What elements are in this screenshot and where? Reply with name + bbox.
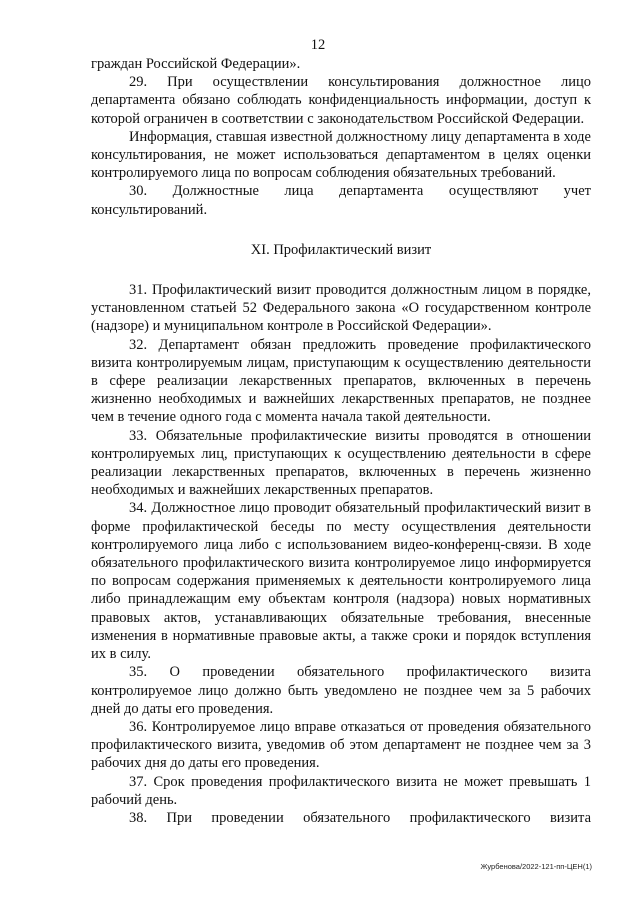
paragraph-35: 35. О проведении обязательного профилактического визита контролируемое лицо должно быть уведомлено не позднее чем за 5 рабочих дней до даты его проведения. xyxy=(91,664,591,717)
paragraph-36: 36. Контролируемое лицо вправе отказаться от проведения обязательного профилактического визита, уведомив об этом департамент не позднее чем за 3 рабочих дня до даты его проведения. xyxy=(91,718,591,772)
paragraph-31: 31. Профилактический визит проводится должностным лицом в порядке, установленном статьей 52 Федерального закона «О государственном контроле (надзоре) и муниципальном контроле в Российской Федерации». xyxy=(91,282,591,335)
paragraph-38: 38. При проведении обязательного профилактического визита xyxy=(129,809,591,826)
document-code: Журбенова/2022-121-пп-ЦЕН(1) xyxy=(480,862,592,871)
paragraph-29: 29. При осуществлении консультирования должностное лицо департамента обязано соблюдать конфиденциальность информации, доступ к которой ограничен в соответствии с законодательством Российской Федерации. xyxy=(91,74,591,127)
paragraph-32: 32. Департамент обязан предложить проведение профилактического визита контролируемым лицам, приступающим к осуществлению деятельности в сфере реализации лекарственных препаратов, включенных в перечень жизненно необходимых и важнейших лекарственных препаратов, не позднее чем в течение одного года с момента начала такой деятельности. xyxy=(91,336,591,426)
section-heading: XI. Профилактический визит xyxy=(250,241,432,258)
paragraph-30: 30. Должностные лица департамента осуществляют учет консультирований. xyxy=(91,183,591,218)
paragraph-34: 34. Должностное лицо проводит обязательный профилактический визит в форме профилактической беседы по месту осуществления деятельности контролируемого лица либо с использованием видео-конференц-связи. В ходе обязательного профилактического визита контролируемое лицо информируется по вопросам содержания применяемых к деятельности контролируемого лица либо принадлежащим ему объектам контроля (надзора) новых нормативных правовых актов, устанавливающих обязательные требования, внесенные изменения в нормативные правовые акты, а также сроки и порядок вступления их в силу. xyxy=(91,500,591,663)
page-number: 12 xyxy=(310,37,326,53)
paragraph-continuation: граждан Российской Федерации». xyxy=(91,56,301,72)
paragraph-29-info: Информация, ставшая известной должностному лицу департамента в ходе консультирования, не может использоваться департаментом в целях оценки контролируемого лица по вопросам соблюдения обязательных требований. xyxy=(91,128,591,182)
paragraph-37: 37. Срок проведения профилактического визита не может превышать 1 рабочий день. xyxy=(91,773,591,808)
paragraph-33: 33. Обязательные профилактические визиты проводятся в отношении контролируемых лиц, приступающих к осуществлению деятельности в сфере реализации лекарственных препаратов, включенных в перечень жизненно необходимых и важнейших лекарственных препаратов. xyxy=(91,427,591,499)
document-body xyxy=(91,55,591,827)
